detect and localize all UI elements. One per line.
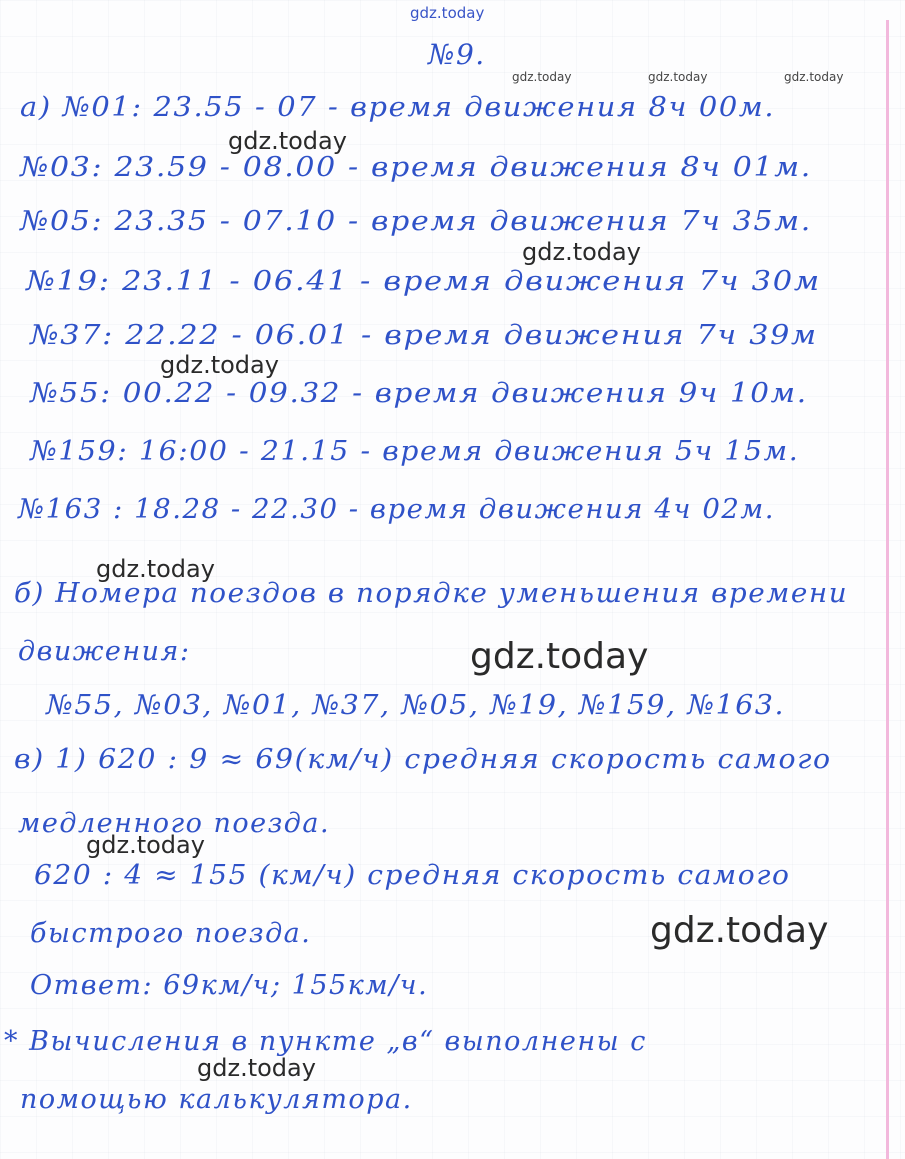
solution-footnote-line2: помощью калькулятора. xyxy=(20,1084,413,1115)
solution-line-a4: №19: 23.11 - 06.41 - время движения 7ч 30м xyxy=(26,266,821,297)
solution-line-c2: медленного поезда. xyxy=(18,808,331,839)
watermark-small: gdz.today xyxy=(784,70,844,84)
watermark-big: gdz.today xyxy=(470,636,649,677)
solution-line-b2: движения: xyxy=(18,636,191,667)
margin-line xyxy=(886,20,889,1159)
watermark-mid: gdz.today xyxy=(197,1054,316,1082)
solution-line-a7: №159: 16:00 - 21.15 - время движения 5ч 15м. xyxy=(30,436,800,467)
solution-line-c1: в) 1) 620 : 9 ≈ 69(км/ч) средняя скорость самого xyxy=(14,744,832,775)
solution-line-a1: а) №01: 23.55 - 07 - время движения 8ч 00м. xyxy=(20,92,776,123)
solution-line-a3: №05: 23.35 - 07.10 - время движения 7ч 35м. xyxy=(20,206,812,237)
solution-line-a6: №55: 00.22 - 09.32 - время движения 9ч 10м. xyxy=(30,378,808,409)
watermark-mid: gdz.today xyxy=(522,238,641,266)
solution-line-a8: №163 : 18.28 - 22.30 - время движения 4ч 02м. xyxy=(18,494,776,525)
solution-line-a2: №03: 23.59 - 08.00 - время движения 8ч 01м. xyxy=(20,152,812,183)
watermark-mid: gdz.today xyxy=(160,351,279,379)
watermark-mid: gdz.today xyxy=(228,127,347,155)
watermark-small: gdz.today xyxy=(512,70,572,84)
watermark-small: gdz.today xyxy=(648,70,708,84)
watermark-top: gdz.today xyxy=(410,4,485,22)
problem-number: №9. xyxy=(428,38,486,71)
watermark-mid: gdz.today xyxy=(86,831,205,859)
solution-line-b1: б) Номера поездов в порядке уменьшения времени xyxy=(14,578,849,609)
solution-footnote-line1: * Вычисления в пункте „в“ выполнены с xyxy=(4,1026,647,1057)
solution-line-c4: быстрого поезда. xyxy=(30,918,312,949)
solution-line-b3: №55, №03, №01, №37, №05, №19, №159, №163. xyxy=(46,690,786,721)
watermark-big: gdz.today xyxy=(650,910,829,951)
solution-line-a5: №37: 22.22 - 06.01 - время движения 7ч 39м xyxy=(30,320,818,351)
solution-answer: Ответ: 69км/ч; 155км/ч. xyxy=(30,970,429,1001)
watermark-mid: gdz.today xyxy=(96,555,215,583)
solution-line-c3: 620 : 4 ≈ 155 (км/ч) средняя скорость самого xyxy=(34,860,791,891)
